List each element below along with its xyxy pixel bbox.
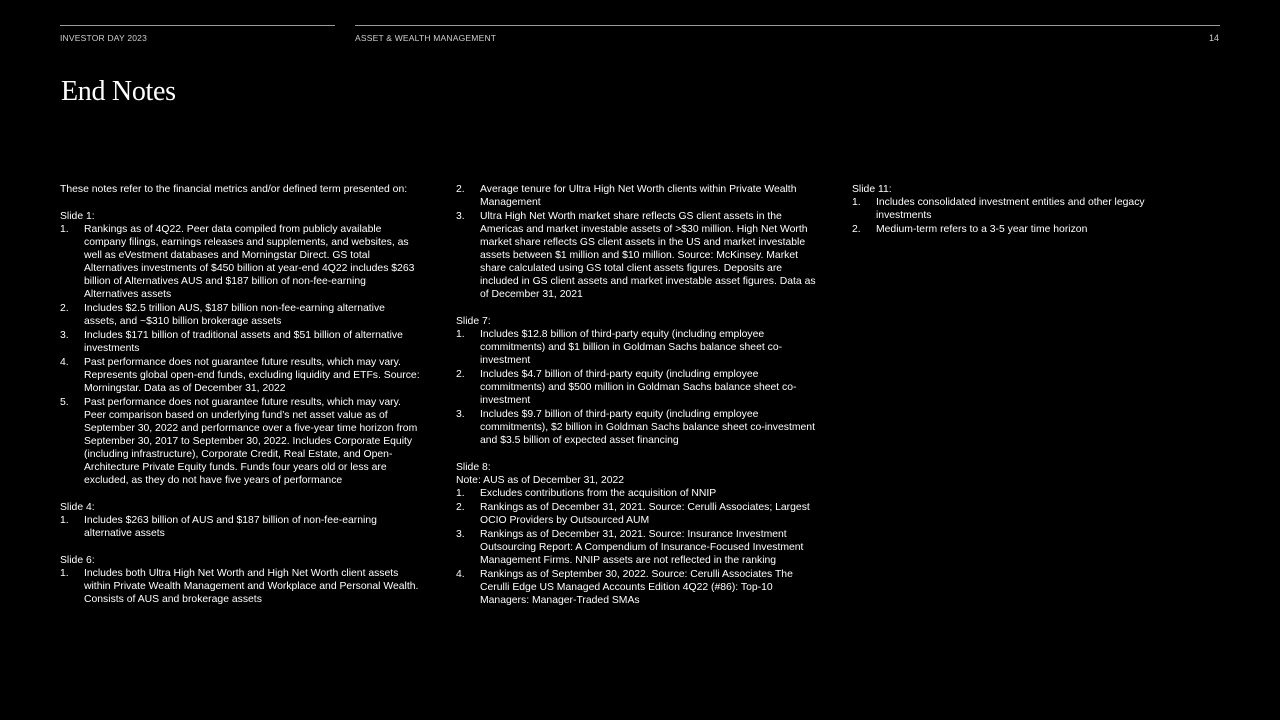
note-number: 2. bbox=[852, 224, 861, 235]
note-list bbox=[60, 567, 420, 606]
note-item bbox=[60, 396, 420, 487]
note-item bbox=[852, 196, 1162, 222]
note-number: 1. bbox=[852, 197, 861, 208]
note-item bbox=[456, 568, 818, 607]
note-number: 3. bbox=[456, 211, 465, 222]
note-text: Excludes contributions from the acquisition of NNIP bbox=[480, 488, 717, 499]
header-rule-right bbox=[355, 25, 1220, 26]
section-slide-7 bbox=[456, 315, 818, 447]
section-heading: Slide 8: bbox=[456, 462, 491, 473]
notes-column-2 bbox=[456, 183, 818, 621]
section-note: Note: AUS as of December 31, 2022 bbox=[456, 475, 625, 486]
note-text: Includes $171 billion of traditional assets and $51 billion of alternative investments bbox=[84, 330, 403, 354]
note-item bbox=[60, 514, 420, 540]
note-item bbox=[456, 487, 818, 500]
note-text: Includes both Ultra High Net Worth and High Net Worth client assets within Private Wealth Management and Workplace and Personal Wealth. Consists of AUS and brokerage assets bbox=[84, 568, 419, 605]
note-item bbox=[456, 408, 818, 447]
note-text: Includes $9.7 billion of third-party equity (including employee commitments), $2 billion in Goldman Sachs balance sheet co-investment and $3.5 billion of expected asset financing bbox=[480, 409, 815, 446]
note-number: 1. bbox=[456, 329, 465, 340]
note-list bbox=[456, 328, 818, 447]
header-section-label: ASSET & WEALTH MANAGEMENT bbox=[355, 33, 497, 43]
note-number: 3. bbox=[456, 529, 465, 540]
notes-column-1 bbox=[60, 183, 420, 620]
section-heading: Slide 11: bbox=[852, 184, 892, 195]
note-item bbox=[456, 210, 818, 301]
note-number: 1. bbox=[60, 568, 69, 579]
note-number: 2. bbox=[456, 502, 465, 513]
section-heading: Slide 1: bbox=[60, 211, 95, 222]
note-number: 1. bbox=[60, 224, 69, 235]
note-number: 1. bbox=[60, 515, 69, 526]
note-number: 5. bbox=[60, 397, 69, 408]
note-text: Average tenure for Ultra High Net Worth clients within Private Wealth Management bbox=[480, 184, 797, 208]
page-number: 14 bbox=[1208, 33, 1219, 43]
note-list bbox=[456, 183, 818, 301]
note-item bbox=[60, 356, 420, 395]
note-list bbox=[60, 223, 420, 487]
section-heading: Slide 4: bbox=[60, 502, 95, 513]
note-number: 1. bbox=[456, 488, 465, 499]
header-rule-left bbox=[60, 25, 335, 26]
note-item bbox=[456, 528, 818, 567]
section-slide-6 bbox=[60, 554, 420, 606]
note-item bbox=[852, 223, 1162, 236]
note-number: 3. bbox=[456, 409, 465, 420]
note-list bbox=[60, 514, 420, 540]
note-number: 3. bbox=[60, 330, 69, 341]
section-slide-1 bbox=[60, 210, 420, 487]
note-text: Includes $2.5 trillion AUS, $187 billion non-fee-earning alternative assets, and ~$310 billion brokerage assets bbox=[84, 303, 385, 327]
section-slide-6-continued bbox=[456, 183, 818, 301]
note-text: Rankings as of December 31, 2021. Source: Insurance Investment Outsourcing Report: A Compendium of Insurance-Focused Investment Management Firms. NNIP assets are not reflected in the ranking bbox=[480, 529, 804, 566]
note-item bbox=[456, 368, 818, 407]
note-text: Rankings as of September 30, 2022. Source: Cerulli Associates The Cerulli Edge US Managed Accounts Edition 4Q22 (#86): Top-10 Managers: Manager-Traded SMAs bbox=[480, 569, 793, 606]
note-list bbox=[456, 487, 818, 607]
note-number: 2. bbox=[456, 369, 465, 380]
note-text: Medium-term refers to a 3-5 year time horizon bbox=[876, 224, 1088, 235]
note-number: 4. bbox=[60, 357, 69, 368]
note-item bbox=[60, 223, 420, 301]
page-title: End Notes bbox=[61, 76, 176, 107]
note-text: Past performance does not guarantee future results, which may vary. Peer comparison based on underlying fund’s net asset value as of September 30, 2022 and performance over a five-year time horizon from September 30, 2017 to September 30, 2022. Includes Corporate Equity (including infrastructure), Corporate Credit, Real Estate, and Open-Architecture Private Equity funds. Funds four years old or less are excluded, as they do not have five years of performance bbox=[84, 397, 418, 486]
section-heading: Slide 7: bbox=[456, 316, 491, 327]
section-slide-8 bbox=[456, 461, 818, 607]
notes-column-3 bbox=[852, 183, 1162, 250]
note-text: Rankings as of 4Q22. Peer data compiled from publicly available company filings, earnings releases and supplements, and websites, as well as eVestment databases and Morningstar Direct. GS total Alternatives investments of $450 billion at year-end 4Q22 includes $263 billion of Alternatives AUS and $187 billion of non-fee-earning Alternatives assets bbox=[84, 224, 415, 300]
note-text: Past performance does not guarantee future results, which may vary. Represents global open-end funds, excluding liquidity and ETFs. Source: Morningstar. Data as of December 31, 2022 bbox=[84, 357, 420, 394]
note-item bbox=[456, 183, 818, 209]
note-item bbox=[60, 567, 420, 606]
section-slide-11 bbox=[852, 183, 1162, 236]
note-item bbox=[456, 328, 818, 367]
section-slide-4 bbox=[60, 501, 420, 540]
note-text: Includes $12.8 billion of third-party equity (including employee commitments) and $1 billion in Goldman Sachs balance sheet co-investment bbox=[480, 329, 783, 366]
section-heading: Slide 6: bbox=[60, 555, 95, 566]
note-text: Rankings as of December 31, 2021. Source: Cerulli Associates; Largest OCIO Providers by Outsourced AUM bbox=[480, 502, 810, 526]
note-number: 2. bbox=[456, 184, 465, 195]
note-text: Includes $4.7 billion of third-party equity (including employee commitments) and $500 million in Goldman Sachs balance sheet co-investment bbox=[480, 369, 797, 406]
header-event-label: INVESTOR DAY 2023 bbox=[60, 33, 148, 43]
note-text: Ultra High Net Worth market share reflects GS client assets in the Americas and market investable assets of >$30 million. High Net Worth market share reflects GS client assets in the US and market investable assets between $1 million and $10 million. Source: McKinsey. Market share calculated using GS total client assets figures. Deposits are included in GS client assets and market investable asset figures. Data as of December 31, 2021 bbox=[480, 211, 816, 300]
note-item bbox=[60, 329, 420, 355]
note-item bbox=[60, 302, 420, 328]
note-text: Includes consolidated investment entities and other legacy investments bbox=[876, 197, 1145, 221]
note-text: Includes $263 billion of AUS and $187 billion of non-fee-earning alternative assets bbox=[84, 515, 377, 539]
intro-text: These notes refer to the financial metrics and/or defined term presented on: bbox=[60, 184, 408, 195]
note-number: 2. bbox=[60, 303, 69, 314]
note-list bbox=[852, 196, 1162, 236]
note-number: 4. bbox=[456, 569, 465, 580]
note-item bbox=[456, 501, 818, 527]
